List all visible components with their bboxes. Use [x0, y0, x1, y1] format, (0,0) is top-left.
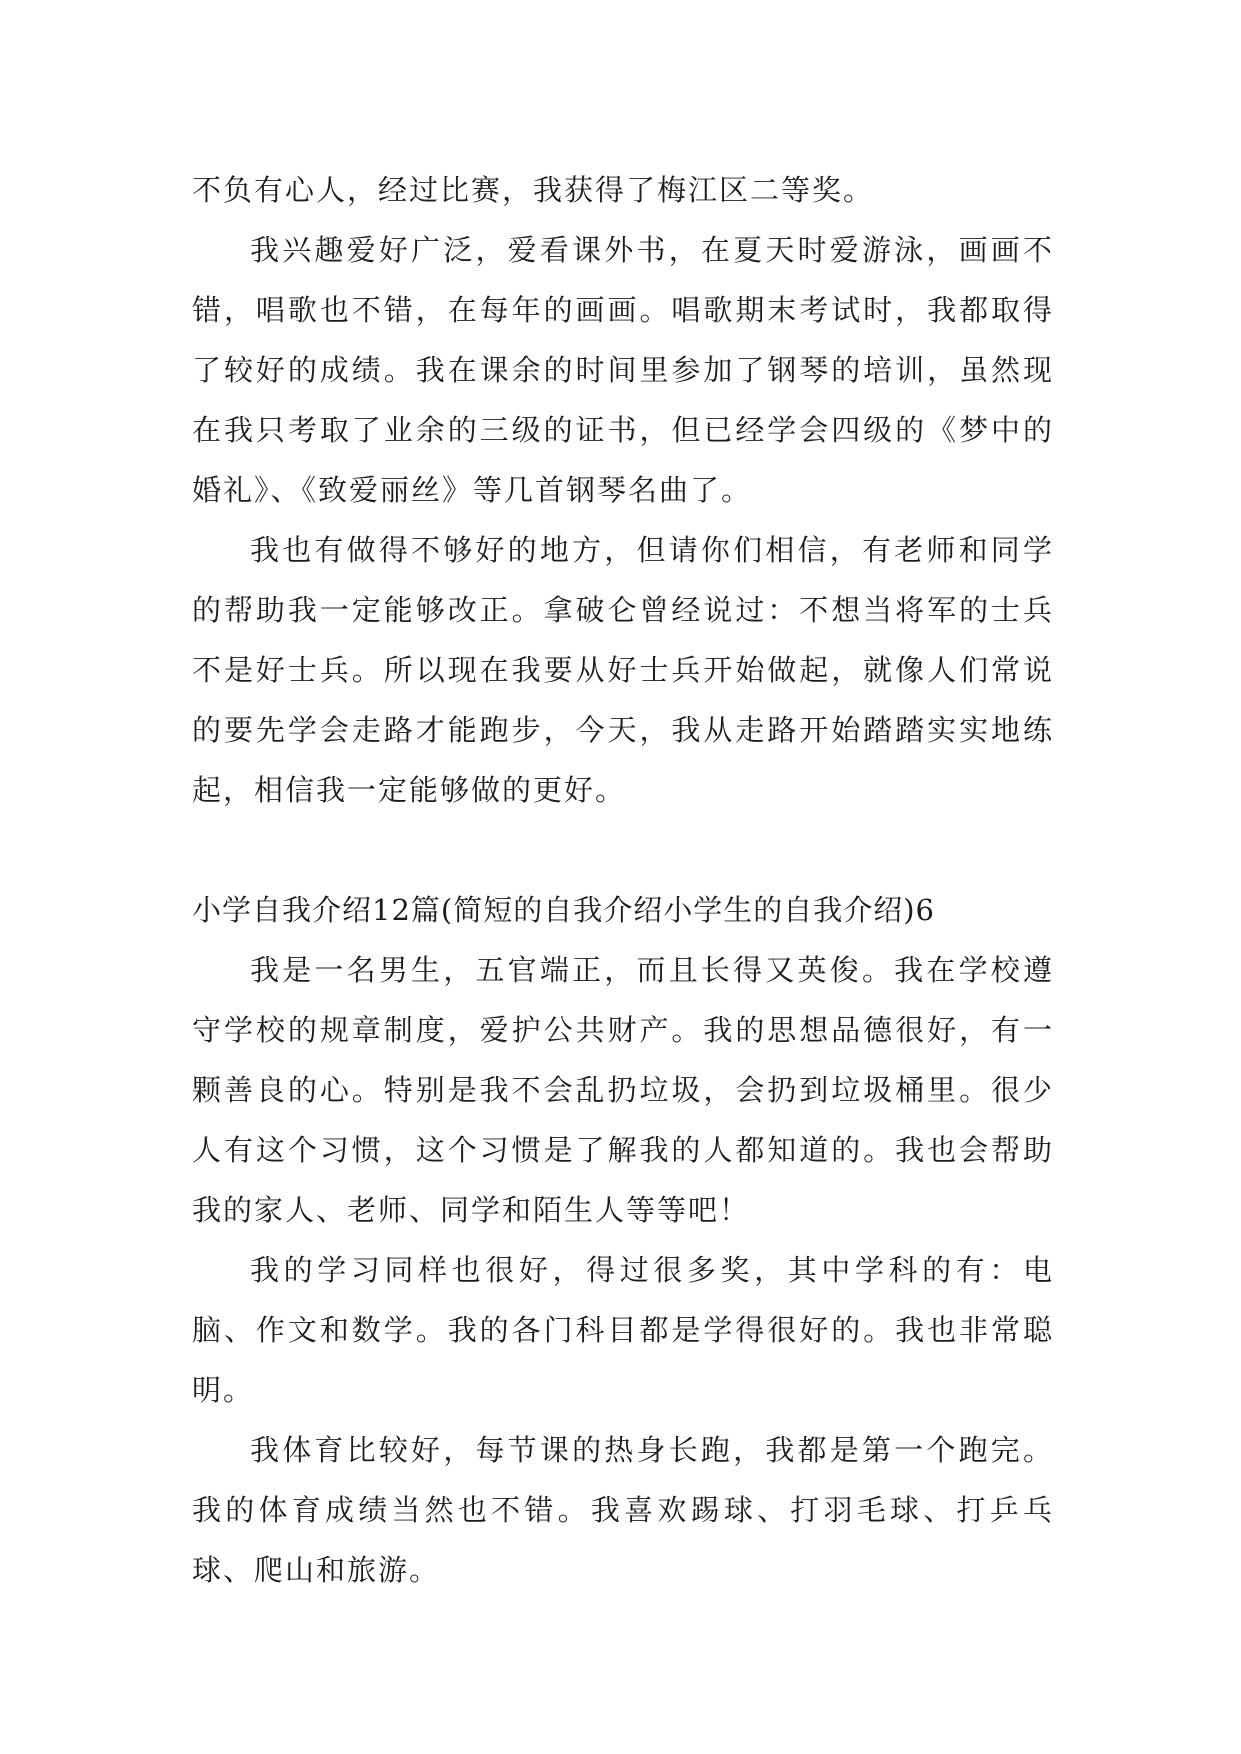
document-body — [192, 160, 1054, 1600]
paragraph-improvement: 我也有做得不够好的地方，但请你们相信，有老师和同学的帮助我一定能够改正。拿破仑曾经说过：不想当将军的士兵不是好士兵。所以现在我要从好士兵开始做起，就像人们常说的要先学会走路才能跑步，今天，我从走路开始踏踏实实地练起，相信我一定能够做的更好。 — [192, 533, 1054, 807]
section-title: 小学自我介绍12篇(简短的自我介绍小学生的自我介绍)6 — [192, 893, 935, 927]
paragraph-continuation: 不负有心人，经过比赛，我获得了梅江区二等奖。 — [192, 173, 875, 207]
paragraph-character: 我是一名男生，五官端正，而且长得又英俊。我在学校遵守学校的规章制度，爱护公共财产。我的思想品德很好，有一颗善良的心。特别是我不会乱扔垃圾，会扔到垃圾桶里。很少人有这个习惯，这个习惯是了解我的人都知道的。我也会帮助我的家人、老师、同学和陌生人等等吧！ — [192, 953, 1054, 1227]
paragraph-hobbies: 我兴趣爱好广泛，爱看课外书，在夏天时爱游泳，画画不错，唱歌也不错，在每年的画画。唱歌期末考试时，我都取得了较好的成绩。我在课余的时间里参加了钢琴的培训，虽然现在我只考取了业余的三级的证书，但已经学会四级的《梦中的婚礼》、《致爱丽丝》等几首钢琴名曲了。 — [192, 233, 1054, 507]
paragraph-sports: 我体育比较好，每节课的热身长跑，我都是第一个跑完。我的体育成绩当然也不错。我喜欢踢球、打羽毛球、打乒乓球、爬山和旅游。 — [192, 1433, 1054, 1587]
paragraph-study: 我的学习同样也很好，得过很多奖，其中学科的有：电脑、作文和数学。我的各门科目都是学得很好的。我也非常聪明。 — [192, 1253, 1054, 1407]
